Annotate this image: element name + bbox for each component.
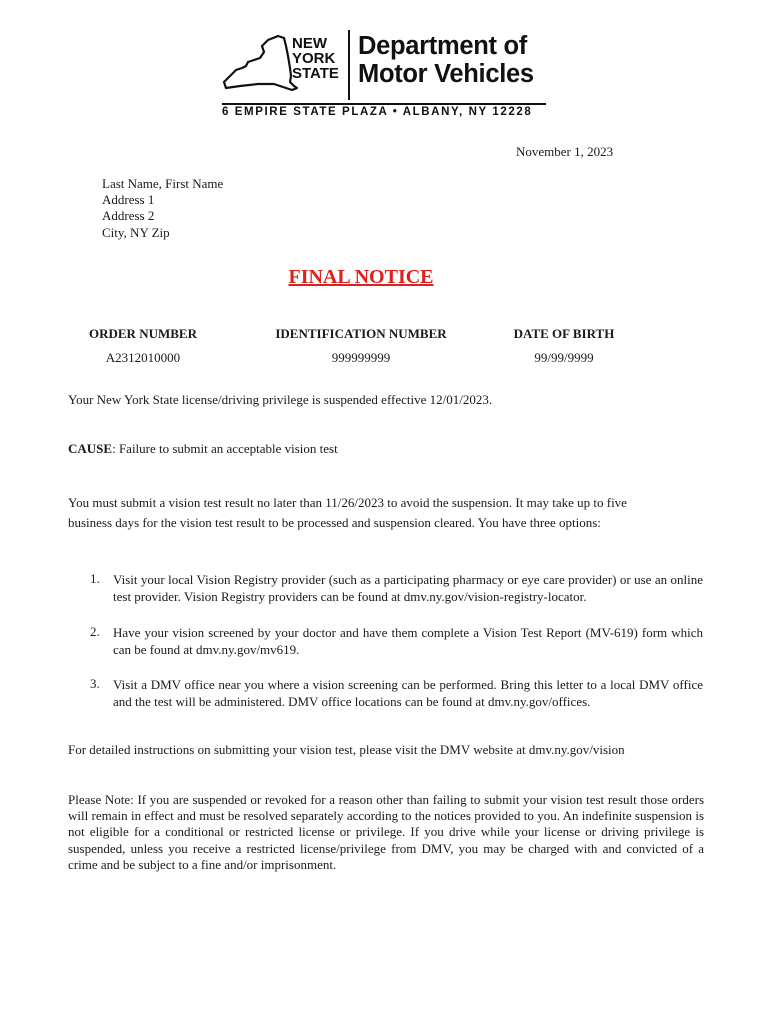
logo-state: STATE: [292, 65, 339, 82]
logo-york: YORK: [292, 50, 336, 67]
letter-date: November 1, 2023: [516, 144, 614, 159]
instructions-line: For detailed instructions on submitting your vision test, please visit the DMV website at dmv.ny.gov/vision: [68, 742, 625, 757]
recipient-address2: Address 2: [102, 208, 155, 223]
identification-number-value: 999999999: [331, 350, 391, 365]
notice-title: FINAL NOTICE: [288, 266, 434, 288]
option-number-3: 3.: [90, 676, 100, 691]
intro-line1: You must submit a vision test result no later than 11/26/2023 to avoid the suspension. It may take up to five: [68, 495, 627, 510]
letterhead-divider: [348, 30, 350, 100]
option-text-2: Have your vision screened by your doctor and have them complete a Vision Test Report (MV-619) form which can be found at dmv.ny.gov/mv619.: [113, 625, 703, 657]
recipient-name: Last Name, First Name: [102, 176, 224, 191]
order-number-label: ORDER NUMBER: [89, 326, 197, 341]
option-text-1: Visit your local Vision Registry provider (such as a participating pharmacy or eye care provider) or use an online test provider. Vision Registry providers can be found at dmv.ny.gov/vision-registry-locator.: [113, 572, 703, 604]
intro-line2: business days for the vision test result to be processed and suspension cleared. You have three options:: [68, 515, 601, 530]
suspension-statement: Your New York State license/driving privilege is suspended effective 12/01/2023.: [68, 392, 493, 407]
letterhead-rule: [222, 103, 546, 105]
order-number-value: A2312010000: [105, 350, 181, 365]
cause-label: CAUSE: [68, 441, 113, 456]
recipient-address1: Address 1: [102, 192, 155, 207]
recipient-city: City, NY Zip: [102, 225, 170, 240]
dmv-letterhead: [218, 26, 550, 122]
date-of-birth-label: DATE OF BIRTH: [513, 326, 615, 341]
cause-text: : Failure to submit an acceptable vision test: [112, 441, 338, 456]
letterhead-address: 6 EMPIRE STATE PLAZA • ALBANY, NY 12228: [222, 106, 533, 118]
identification-number-label: IDENTIFICATION NUMBER: [275, 326, 447, 341]
option-number-2: 2.: [90, 624, 100, 639]
please-note-paragraph: Please Note: If you are suspended or revoked for a reason other than failing to submit your vision test result those orders will remain in effect and must be resolved separately according to the notices provided to you. An indefinite suspension is not eligible for a conditional or restricted license or privilege. If you drive while your license or driving privilege is suspended, unless you receive a restricted license/privilege from DMV, you may be charged with and convicted of a crime and be subject to a fine and/or imprisonment.: [68, 792, 704, 872]
date-of-birth-value: 99/99/9999: [534, 350, 594, 365]
option-number-1: 1.: [90, 571, 100, 586]
cause-line: [68, 441, 704, 458]
logo-new: NEW: [292, 35, 327, 52]
dept-name-line1: Department of: [358, 32, 527, 60]
new-york-state-outline-icon: [218, 32, 298, 94]
option-text-3: Visit a DMV office near you where a vision screening can be performed. Bring this letter to a local DMV office and the test will be administered. DMV office locations can be found at dmv.ny.gov/offices.: [113, 677, 703, 709]
dept-name-line2: Motor Vehicles: [358, 60, 534, 88]
